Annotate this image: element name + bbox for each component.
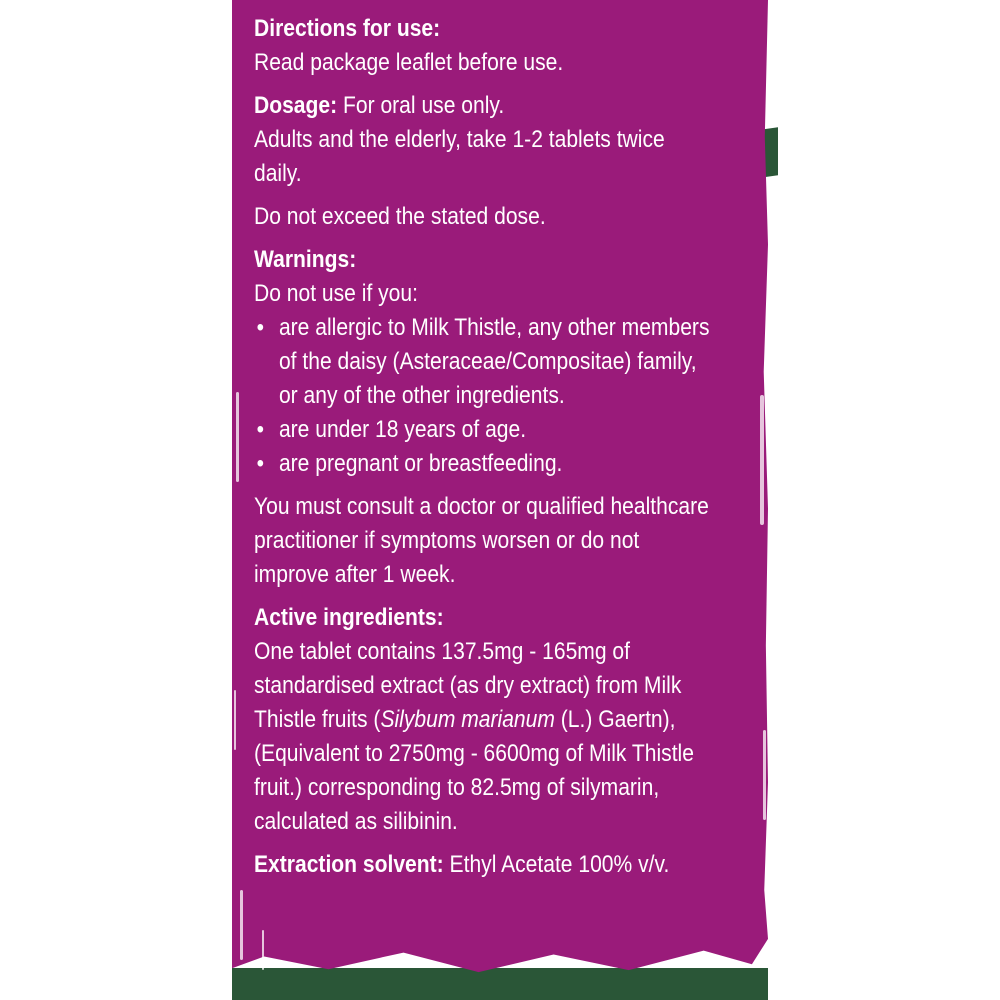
brush-streak xyxy=(763,730,766,820)
active-line-2: standardised extract (as dry extract) from Milk xyxy=(254,672,682,699)
consult-paragraph xyxy=(254,490,759,592)
warning-line: are allergic to Milk Thistle, any other members xyxy=(278,314,710,341)
warnings-heading: Warnings: xyxy=(254,246,357,273)
dosage-note: Do not exceed the stated dose. xyxy=(254,203,546,230)
dosage-paragraph xyxy=(254,89,759,123)
active-line-6: calculated as silibinin. xyxy=(254,808,458,835)
extraction-paragraph xyxy=(254,848,759,882)
active-line-3-pre: Thistle fruits ( xyxy=(254,706,381,733)
dosage-line-1: Adults and the elderly, take 1-2 tablets twice xyxy=(254,126,665,153)
dosage-line-2: daily. xyxy=(254,160,302,187)
warning-line: are under 18 years of age. xyxy=(278,416,527,443)
bullet-glyph: • xyxy=(256,450,264,477)
dosage-lead: For oral use only. xyxy=(337,92,505,119)
active-ingredients-heading: Active ingredients: xyxy=(254,604,444,631)
dosage-heading: Dosage: xyxy=(254,92,338,119)
active-line-5: fruit.) corresponding to 82.5mg of silymarin, xyxy=(254,774,660,801)
active-line-4: (Equivalent to 2750mg - 6600mg of Milk Thistle xyxy=(254,740,694,767)
brush-streak xyxy=(240,890,243,960)
brush-streak xyxy=(234,690,236,750)
warning-item xyxy=(254,311,759,413)
warning-item xyxy=(254,413,759,447)
extraction-text: Ethyl Acetate 100% v/v. xyxy=(443,851,670,878)
active-line-3-post: (L.) Gaertn), xyxy=(554,706,676,733)
warnings-intro: Do not use if you: xyxy=(254,280,418,307)
leaflet-text xyxy=(254,12,759,882)
directions-text: Read package leaflet before use. xyxy=(254,49,564,76)
brush-streak xyxy=(236,392,239,482)
active-line-1: One tablet contains 137.5mg - 165mg of xyxy=(254,638,630,665)
brush-streak xyxy=(760,395,764,525)
directions-heading: Directions for use: xyxy=(254,15,441,42)
consult-line: practitioner if symptoms worsen or do not xyxy=(254,527,640,554)
consult-line: You must consult a doctor or qualified healthcare xyxy=(254,493,709,520)
warning-item xyxy=(254,447,759,481)
active-line-3 xyxy=(254,703,759,737)
extraction-heading: Extraction solvent: xyxy=(254,851,444,878)
warning-line: are pregnant or breastfeeding. xyxy=(278,450,563,477)
warnings-list xyxy=(254,311,759,481)
warning-line: of the daisy (Asteraceae/Compositae) family, xyxy=(278,348,697,375)
latin-name: Silybum marianum xyxy=(380,706,555,733)
bullet-glyph: • xyxy=(256,314,264,341)
bullet-glyph: • xyxy=(256,416,264,443)
consult-line: improve after 1 week. xyxy=(254,561,456,588)
brush-streak xyxy=(262,930,264,970)
warning-line: or any of the other ingredients. xyxy=(278,382,565,409)
green-bottom-band xyxy=(232,968,768,1000)
